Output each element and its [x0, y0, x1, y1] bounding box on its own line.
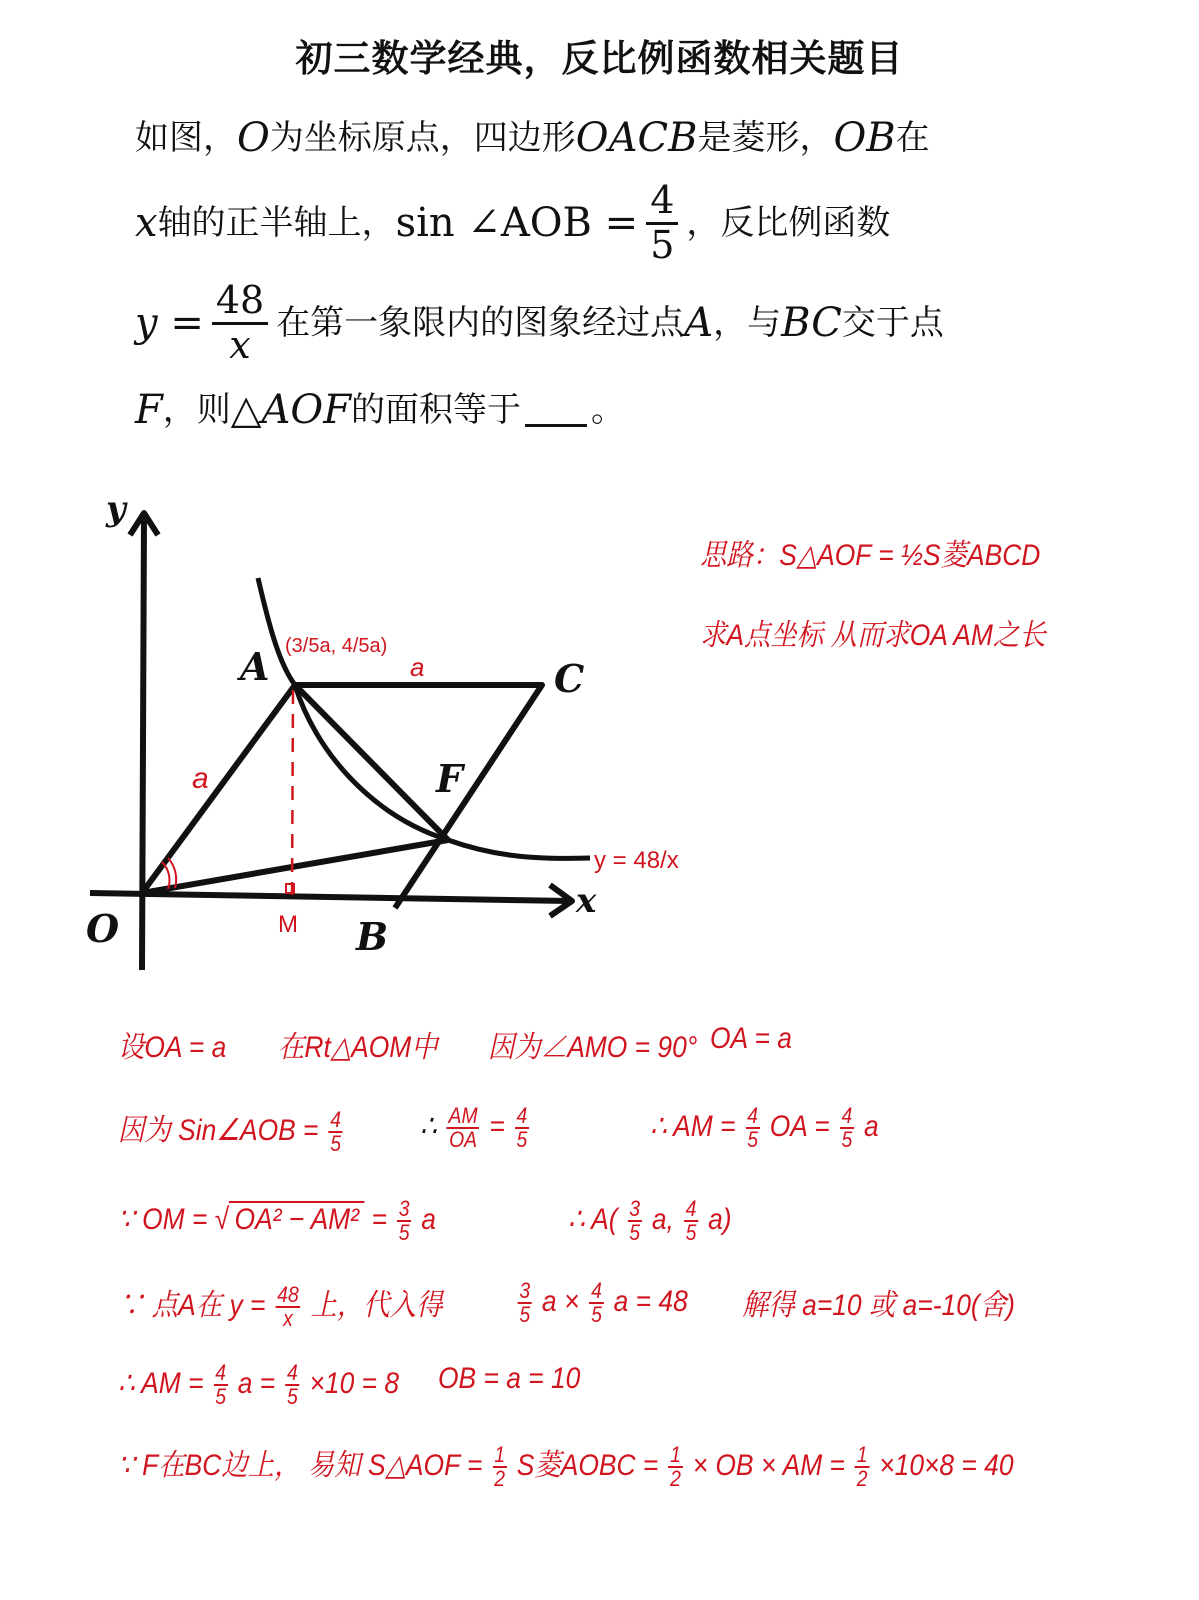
solution-line-2b: [420, 1105, 532, 1151]
text: =: [489, 1109, 505, 1143]
numerator: AM: [448, 1103, 478, 1128]
solution-line-2a: [118, 1105, 345, 1155]
denominator: 5: [215, 1384, 227, 1409]
text: ∴ AM =: [118, 1366, 204, 1400]
text: 在: [895, 118, 930, 158]
fraction: [397, 1198, 411, 1244]
numerator: 3: [629, 1196, 641, 1221]
solution-line-2c: [650, 1105, 879, 1151]
y-axis: [130, 513, 158, 970]
segment-AF: [295, 685, 448, 840]
label-side-OA: a: [192, 762, 209, 795]
text: 轴的正半轴上，: [157, 203, 396, 244]
text: OA =: [769, 1109, 830, 1143]
denominator: 5: [629, 1220, 641, 1245]
fraction: [668, 1444, 682, 1490]
math-F: F: [135, 387, 163, 433]
text: 。: [590, 390, 625, 430]
math-A: A: [684, 300, 714, 347]
text: 如图，: [135, 118, 237, 158]
denominator: 5: [650, 222, 675, 267]
denominator: 2: [856, 1466, 868, 1492]
numerator: 1: [494, 1442, 505, 1468]
text: ×10 = 8: [309, 1366, 400, 1400]
solution-line-4a: [118, 1280, 442, 1330]
denominator: 5: [330, 1131, 341, 1157]
text: ∵ OM =: [118, 1202, 208, 1236]
fraction-4-5: [646, 180, 678, 267]
text: a: [863, 1109, 879, 1143]
math-x: x: [135, 200, 158, 247]
denominator: 5: [685, 1220, 697, 1245]
text: ∵ 点A在 y =: [118, 1289, 266, 1322]
denominator: 5: [591, 1302, 602, 1327]
label-C: C: [554, 656, 585, 701]
math-OACB: OACB: [575, 115, 698, 161]
problem-line-3: [135, 280, 944, 367]
fraction: [855, 1444, 869, 1490]
denominator: 5: [841, 1127, 853, 1152]
math-O: O: [237, 115, 270, 161]
label-A: A: [240, 644, 270, 689]
text: a = 48: [613, 1284, 688, 1318]
numerator: 4: [685, 1196, 697, 1221]
rhombus-OACB: [142, 685, 542, 908]
problem-line-2: [135, 180, 890, 267]
solution-line-4c: 解得 a=10 或 a=-10(舍): [742, 1289, 1015, 1322]
text: ∴ AM =: [650, 1109, 736, 1143]
fraction: [518, 1280, 532, 1326]
solution-line-3b: [568, 1198, 732, 1244]
numerator: 3: [398, 1196, 410, 1221]
text: 为坐标原点，四边形: [269, 118, 576, 158]
label-y-axis: y: [106, 489, 126, 529]
sqrt-expression: OA² − AM²: [229, 1201, 364, 1236]
text: ∵ F在BC边上，: [118, 1449, 301, 1482]
text: a,: [651, 1202, 674, 1236]
text: =: [371, 1202, 388, 1236]
text: 在第一象限内的图象经过点: [276, 303, 685, 344]
text: a: [421, 1202, 436, 1236]
numerator: 4: [747, 1103, 759, 1128]
text: 因为 Sin∠AOB =: [118, 1114, 319, 1147]
numerator: 4: [330, 1107, 341, 1133]
label-F: F: [436, 756, 463, 801]
fraction: [840, 1105, 854, 1151]
solution-line-5a: [118, 1362, 399, 1408]
denominator: 5: [516, 1127, 528, 1152]
fraction-48-x: [212, 280, 268, 367]
text: a): [708, 1202, 732, 1236]
numerator: 48: [212, 280, 268, 325]
text: ∴ A(: [568, 1202, 618, 1236]
altitude-AM: [292, 690, 293, 895]
label-x-axis: x: [576, 881, 597, 921]
math-BC: BC: [781, 300, 842, 347]
text: OA = a: [710, 1022, 792, 1055]
text: ，与: [713, 303, 782, 344]
math-triangle-AOF: △AOF: [230, 387, 351, 433]
numerator: 4: [591, 1278, 602, 1303]
problem-line-4: [135, 387, 625, 433]
therefore-symbol: ∴: [420, 1109, 437, 1143]
numerator: 4: [215, 1360, 227, 1385]
solution-line-6: [118, 1440, 1014, 1490]
fraction: [628, 1198, 642, 1244]
text: S菱AOBC =: [516, 1449, 659, 1482]
label-O: O: [86, 906, 120, 951]
numerator: 1: [670, 1442, 681, 1468]
label-B: B: [356, 914, 389, 959]
page-title: 初三数学经典，反比例函数相关题目: [295, 37, 904, 80]
fraction: [515, 1105, 529, 1151]
label-side-AC: a: [410, 652, 425, 682]
text: 因为∠AMO = 90°: [488, 1031, 698, 1064]
hint-line-1: 思路：S△AOF = ½S菱ABCD: [700, 539, 1041, 572]
text: ，则: [162, 390, 231, 430]
fraction: [213, 1362, 227, 1408]
fraction: [285, 1362, 299, 1408]
numerator: 48: [277, 1282, 299, 1308]
numerator: 4: [516, 1103, 528, 1128]
numerator: 4: [646, 180, 678, 225]
solution-line-3a: ∵ OM = √ OA² − AM² = $\frac{3}{5}$ a: [118, 1196, 436, 1245]
fraction: [447, 1105, 480, 1151]
text: ×10×8 = 40: [879, 1449, 1014, 1482]
label-M: M: [278, 911, 298, 938]
text: 的面积等于: [350, 390, 521, 430]
numerator: 1: [856, 1442, 868, 1468]
denominator: 5: [747, 1127, 759, 1152]
solution-line-5b: OB = a = 10: [438, 1362, 581, 1395]
solution-line-4b: [515, 1280, 688, 1326]
denominator: 5: [519, 1302, 531, 1327]
numerator: 3: [519, 1278, 531, 1303]
math-sin-aob: sin ∠AOB =: [395, 200, 639, 247]
math-OB: OB: [833, 115, 896, 161]
fraction: [328, 1109, 342, 1155]
denominator: OA: [449, 1127, 478, 1152]
denominator: x: [229, 322, 251, 367]
fraction: [684, 1198, 698, 1244]
fraction: [492, 1444, 506, 1490]
text: 设OA = a: [118, 1031, 227, 1064]
text: 交于点: [841, 303, 944, 344]
rhombus-diagram: [80, 480, 680, 980]
text: 是菱形，: [697, 118, 834, 158]
answer-blank: [525, 394, 587, 427]
fraction: [275, 1284, 300, 1330]
problem-line-1: [135, 115, 930, 161]
hint-line-2: 求A点坐标 从而求OA AM之长: [700, 619, 1046, 652]
text: ，反比例函数: [686, 203, 891, 244]
label-curve: y = 48/x: [594, 847, 679, 874]
fraction: [745, 1105, 759, 1151]
math-y-eq: y =: [135, 300, 204, 347]
denominator: 2: [494, 1466, 505, 1492]
text: × OB × AM =: [692, 1449, 845, 1482]
text: a ×: [541, 1284, 580, 1318]
denominator: x: [283, 1306, 293, 1332]
label-coord-A: (3/5a, 4/5a): [285, 635, 388, 657]
text: 上，代入得: [310, 1289, 443, 1322]
text: 在Rt△AOM中: [278, 1031, 438, 1064]
denominator: 5: [398, 1220, 410, 1245]
denominator: 5: [286, 1384, 298, 1409]
numerator: 4: [286, 1360, 298, 1385]
text: a =: [237, 1366, 276, 1400]
denominator: 2: [670, 1466, 681, 1492]
numerator: 4: [841, 1103, 853, 1128]
fraction: [589, 1280, 603, 1326]
text: 易知 S△AOF =: [307, 1449, 483, 1482]
